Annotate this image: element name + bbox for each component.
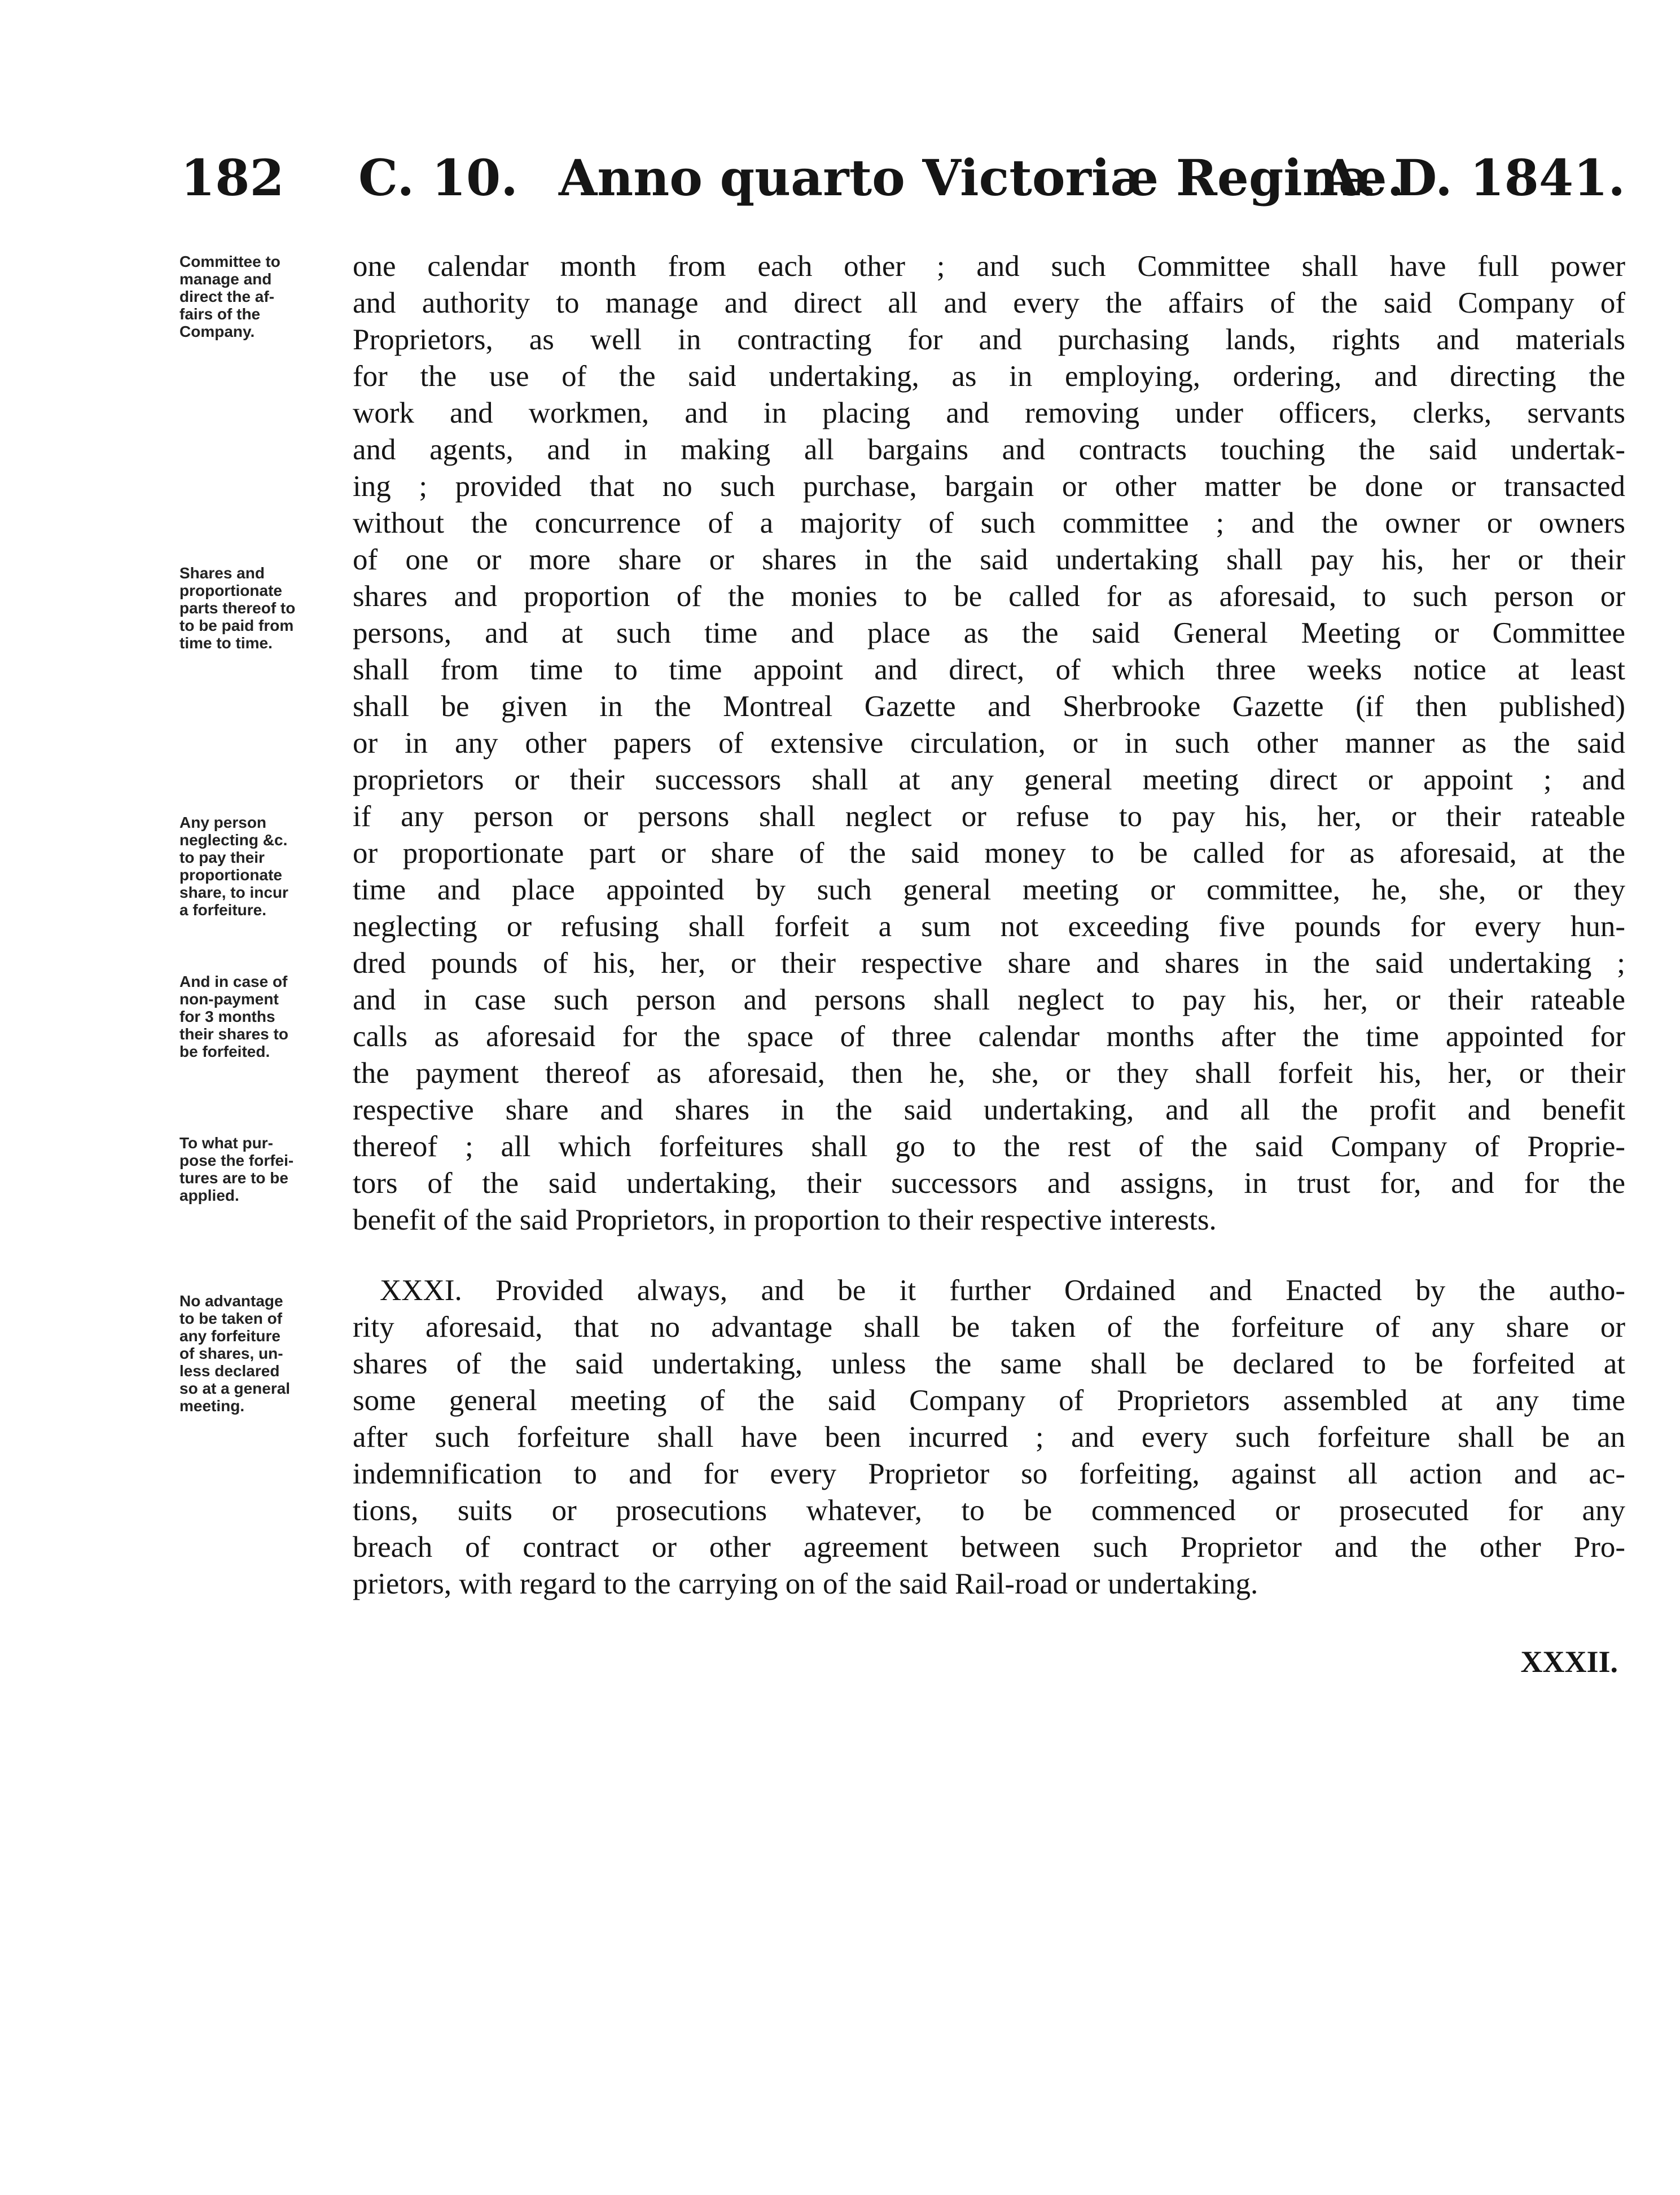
text-line: calls as aforesaid for the space of three calendar months after the time appointed for (353, 1020, 1625, 1053)
marginal-note-line: applied. (179, 1187, 239, 1204)
marginal-note-line: to be paid from (179, 617, 294, 634)
marginal-note-line: share, to incur (179, 884, 288, 901)
marginal-note-no-advantage (179, 1292, 332, 1415)
marginal-note-line: so at a general (179, 1380, 291, 1397)
text-line: prietors, with regard to the carrying on of the said Rail-road or undertaking. (353, 1568, 1258, 1600)
running-title: Anno quarto Victoriæ Reginæ. (559, 148, 1405, 207)
marginal-note-line: To what pur- (179, 1134, 273, 1152)
text-line: work and workmen, and in placing and removing under officers, clerks, servants (353, 397, 1625, 429)
marginal-note-committee (179, 253, 332, 340)
text-line: respective share and shares in the said undertaking, and all the profit and benefit (353, 1094, 1625, 1126)
chapter-number: C. 10. (358, 148, 518, 207)
text-line: some general meeting of the said Company of Proprietors assembled at any time (353, 1384, 1625, 1417)
marginal-note-line: pose the forfei- (179, 1152, 294, 1169)
marginal-note-line: non-payment (179, 990, 279, 1008)
text-line: proprietors or their successors shall at any general meeting direct or appoint ; and (353, 763, 1625, 796)
marginal-note-line: to be taken of (179, 1310, 283, 1327)
text-line: neglecting or refusing shall forfeit a sum not exceeding five pounds for every hun- (353, 910, 1625, 943)
marginal-note-line: proportionate (179, 866, 282, 884)
text-line: and in case such person and persons shall neglect to pay his, her, or their rateable (353, 984, 1625, 1016)
marginal-note-neglect (179, 814, 332, 919)
marginal-note-line: to pay their (179, 849, 265, 866)
marginal-note-line: Any person (179, 814, 267, 831)
text-line: after such forfeiture shall have been incurred ; and every such forfeiture shall be an (353, 1421, 1625, 1454)
text-line: indemnification to and for every Proprietor so forfeiting, against all action and ac- (353, 1458, 1625, 1490)
marginal-note-line: Shares and (179, 564, 265, 582)
text-line: shares and proportion of the monies to be called for as aforesaid, to such person or (353, 580, 1625, 613)
text-line: without the concurrence of a majority of such committee ; and the owner or owners (353, 507, 1625, 539)
marginal-note-line: And in case of (179, 973, 288, 990)
text-line: the payment thereof as aforesaid, then he, she, or they shall forfeit his, her, or their (353, 1057, 1625, 1090)
text-line: and authority to manage and direct all and every the affairs of the said Company of (353, 287, 1625, 319)
text-line: shares of the said undertaking, unless the same shall be declared to be forfeited at (353, 1347, 1625, 1380)
text-line: XXXI. Provided always, and be it further Ordained and Enacted by the autho- (380, 1274, 1625, 1307)
marginal-note-line: direct the af- (179, 288, 275, 305)
text-line: Proprietors, as well in contracting for and purchasing lands, rights and materials (353, 323, 1625, 356)
marginal-note-line: a forfeiture. (179, 901, 267, 919)
marginal-note-line: any forfeiture (179, 1327, 280, 1345)
marginal-note-line: proportionate (179, 582, 282, 599)
marginal-note-forfeitures-purpose (179, 1134, 332, 1204)
marginal-note-line: less declared (179, 1362, 280, 1380)
text-line: tions, suits or prosecutions whatever, to be commenced or prosecuted for any (353, 1494, 1625, 1527)
marginal-note-line: for 3 months (179, 1008, 275, 1025)
marginal-note-line: be forfeited. (179, 1043, 270, 1060)
year-date: A. D. 1841. (1321, 148, 1625, 207)
text-line: benefit of the said Proprietors, in proportion to their respective interests. (353, 1204, 1217, 1236)
text-line: or in any other papers of extensive circulation, or in such other manner as the said (353, 727, 1625, 760)
marginal-note-line: Company. (179, 323, 255, 340)
text-line: shall from time to time appoint and direct, of which three weeks notice at least (353, 653, 1625, 686)
text-line: for the use of the said undertaking, as in employing, ordering, and directing the (353, 360, 1625, 393)
marginal-note-line: manage and (179, 270, 272, 288)
text-line: rity aforesaid, that no advantage shall be taken of the forfeiture of any share or (353, 1311, 1625, 1344)
paragraph-section-xxxi (353, 1272, 1625, 1603)
text-line: or proportionate part or share of the said money to be called for as aforesaid, at the (353, 837, 1625, 870)
running-head (181, 144, 1625, 212)
page-number: 182 (181, 148, 284, 207)
text-line: breach of contract or other agreement between such Proprietor and the other Pro- (353, 1531, 1625, 1564)
marginal-note-line: their shares to (179, 1025, 288, 1043)
marginal-note-line: parts thereof to (179, 599, 296, 617)
text-line: dred pounds of his, her, or their respective share and shares in the said undertaking ; (353, 947, 1625, 980)
marginal-note-line: neglecting &c. (179, 831, 288, 849)
text-line: and agents, and in making all bargains and contracts touching the said undertak- (353, 433, 1625, 466)
marginal-note-line: No advantage (179, 1292, 283, 1310)
text-line: persons, and at such time and place as the said General Meeting or Committee (353, 617, 1625, 649)
marginal-note-nonpayment (179, 973, 332, 1060)
text-line: shall be given in the Montreal Gazette and Sherbrooke Gazette (if then published) (353, 690, 1625, 723)
marginal-note-line: fairs of the (179, 305, 261, 323)
text-line: one calendar month from each other ; and such Committee shall have full power (353, 250, 1625, 283)
text-line: time and place appointed by such general meeting or committee, he, she, or they (353, 873, 1625, 906)
marginal-note-line: meeting. (179, 1397, 245, 1415)
text-line: if any person or persons shall neglect or refuse to pay his, her, or their rateable (353, 800, 1625, 833)
text-line: thereof ; all which forfeitures shall go to the rest of the said Company of Proprie- (353, 1130, 1625, 1163)
text-line: tors of the said undertaking, their successors and assigns, in trust for, and for the (353, 1167, 1625, 1200)
marginal-note-line: Committee to (179, 253, 280, 270)
catchword: XXXII. (1520, 1645, 1618, 1679)
text-line: ing ; provided that no such purchase, bargain or other matter be done or transacted (353, 470, 1625, 503)
marginal-note-line: time to time. (179, 634, 273, 652)
marginal-note-shares (179, 564, 332, 652)
marginal-note-line: of shares, un- (179, 1345, 283, 1362)
marginal-note-line: tures are to be (179, 1169, 288, 1187)
text-line: of one or more share or shares in the said undertaking shall pay his, her or their (353, 543, 1625, 576)
paragraph-committee-powers (353, 248, 1625, 1239)
